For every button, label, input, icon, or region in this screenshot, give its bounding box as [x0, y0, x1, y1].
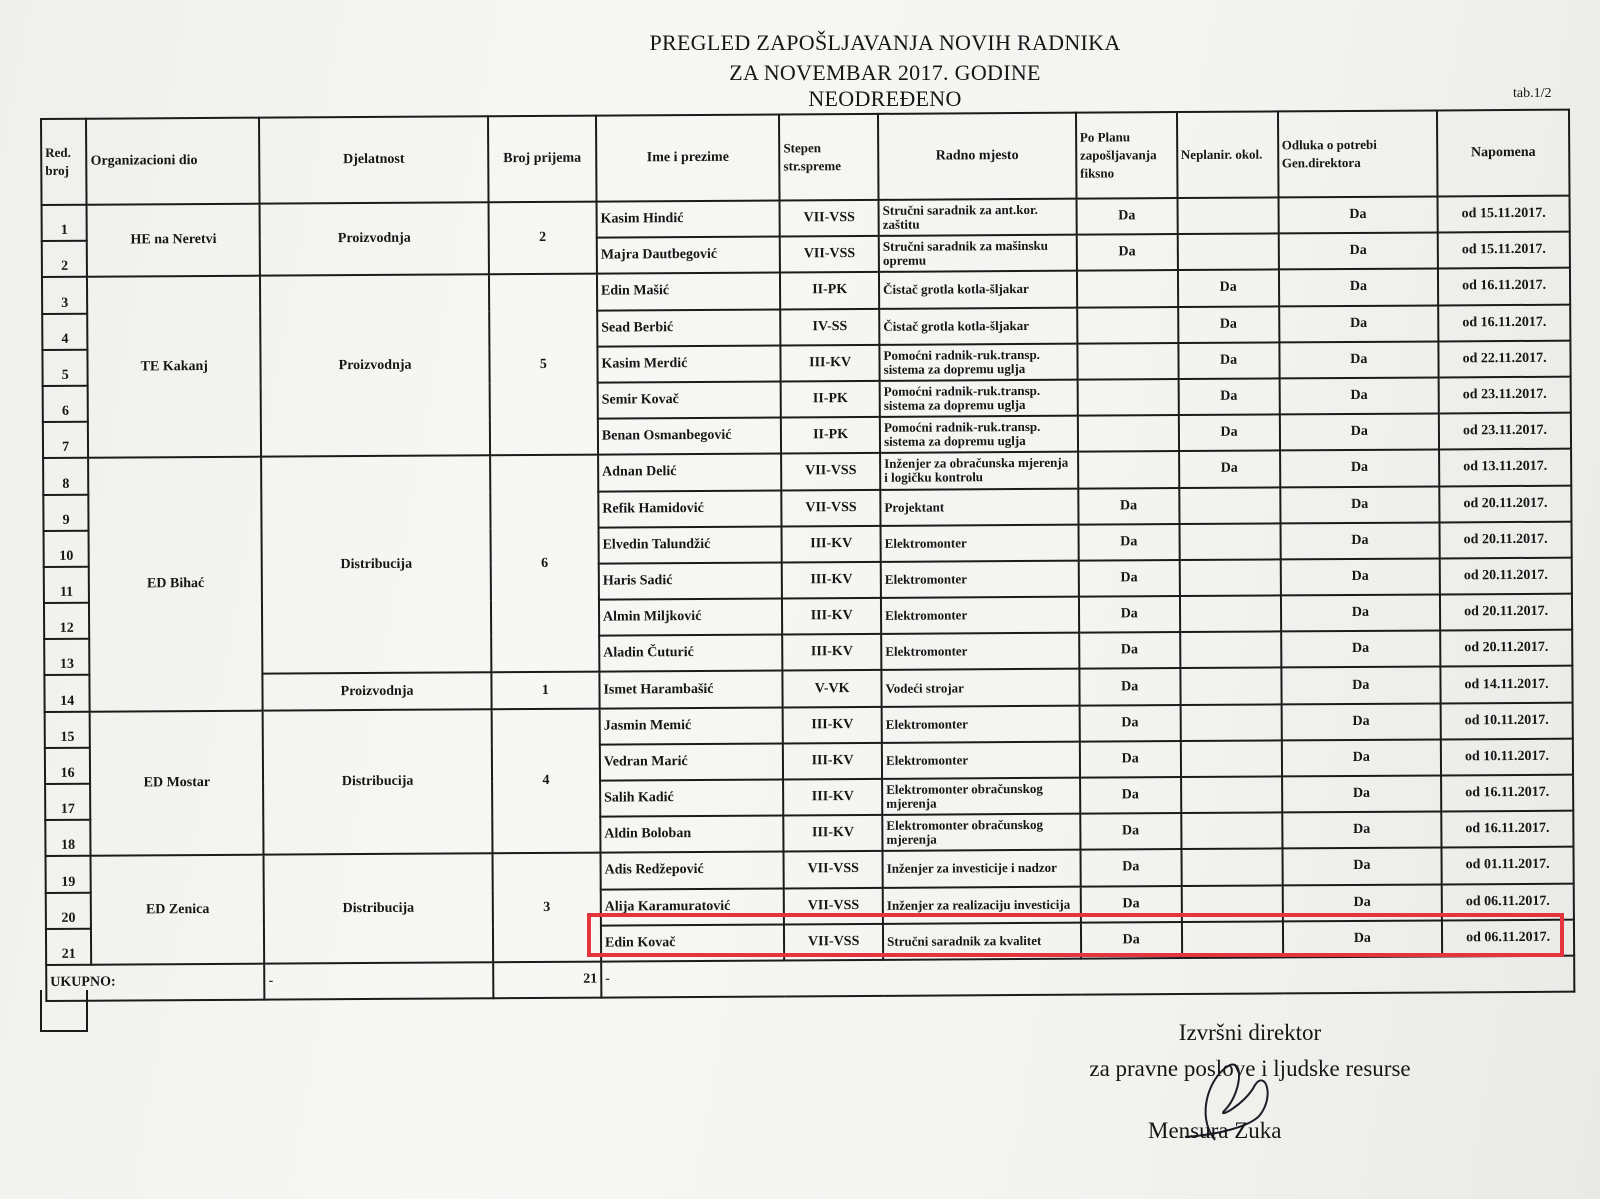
- director-decision: Da: [1278, 233, 1438, 270]
- table-reference: tab.1/2: [1513, 86, 1552, 101]
- planned-flag: Da: [1080, 777, 1181, 814]
- planned-flag: Da: [1080, 741, 1181, 778]
- director-decision: Da: [1282, 884, 1442, 921]
- job-position: Elektromonter: [881, 633, 1079, 670]
- qualification-level: III-KV: [783, 743, 882, 780]
- unplanned-flag: [1179, 487, 1280, 524]
- qualification-level: VII-VSS: [780, 236, 879, 273]
- unplanned-flag: [1182, 921, 1283, 958]
- planned-flag: [1078, 451, 1179, 488]
- planned-flag: Da: [1078, 524, 1179, 561]
- employee-name: Ismet Harambašić: [599, 671, 782, 708]
- employee-name: Vedran Marić: [600, 743, 783, 780]
- row-number: 10: [44, 530, 90, 566]
- job-position: Elektromonter: [882, 705, 1080, 742]
- total-value: 21: [493, 962, 601, 999]
- planned-flag: Da: [1080, 813, 1181, 850]
- broj-prijema-cell: 5: [489, 274, 598, 456]
- unplanned-flag: [1181, 813, 1282, 850]
- djelatnost-cell: Proizvodnja: [260, 275, 490, 457]
- employee-name: Aladin Čuturić: [599, 635, 782, 672]
- total-label: UKUPNO:: [46, 964, 264, 1001]
- job-position: Inženjer za investicije i nadzor: [883, 850, 1081, 887]
- row-number: 17: [45, 784, 91, 820]
- broj-prijema-cell: 1: [491, 672, 599, 709]
- unplanned-flag: Da: [1178, 306, 1279, 343]
- unplanned-flag: [1179, 559, 1280, 596]
- header-stepen: Stepen str.spreme: [779, 114, 878, 201]
- director-decision: Da: [1281, 703, 1441, 740]
- unplanned-flag: Da: [1178, 378, 1279, 415]
- broj-prijema-cell: 4: [491, 708, 600, 853]
- row-number: 13: [44, 639, 90, 675]
- employee-name: Jasmin Memić: [600, 707, 783, 744]
- qualification-level: III-KV: [782, 634, 881, 671]
- job-position: Pomoćni radnik-ruk.transp. sistema za dopremu uglja: [879, 343, 1077, 380]
- title-line-3: NEODREĐENO: [808, 86, 962, 111]
- director-decision: Da: [1279, 377, 1439, 414]
- job-position: Elektromonter obračunskog mjerenja: [882, 778, 1080, 815]
- qualification-level: II-PK: [781, 381, 880, 418]
- employee-name: Almin Miljković: [599, 599, 782, 636]
- row-number: 15: [45, 711, 91, 747]
- director-decision: Da: [1281, 739, 1441, 776]
- job-position: Pomoćni radnik-ruk.transp. sistema za dopremu uglja: [880, 380, 1078, 417]
- planned-flag: Da: [1078, 560, 1179, 597]
- unplanned-flag: [1177, 197, 1278, 234]
- table-header-row: [41, 110, 1569, 205]
- job-position: Inženjer za realizaciju investicija: [883, 886, 1081, 923]
- unplanned-flag: [1177, 234, 1278, 271]
- employee-name: Adis Redžepović: [600, 852, 783, 889]
- director-decision: Da: [1279, 341, 1439, 378]
- qualification-level: III-KV: [781, 345, 880, 382]
- planned-flag: Da: [1076, 198, 1177, 235]
- qualification-level: VII-VSS: [784, 887, 883, 924]
- planned-flag: Da: [1078, 488, 1179, 525]
- title-line-1: PREGLED ZAPOŠLJAVANJA NOVIH RADNIKA: [649, 30, 1121, 55]
- unplanned-flag: Da: [1178, 415, 1279, 452]
- row-number: 19: [46, 856, 92, 892]
- qualification-level: VII-VSS: [784, 924, 883, 961]
- qualification-level: V-VK: [783, 670, 882, 707]
- job-position: Elektromonter: [881, 597, 1079, 634]
- director-decision: Da: [1280, 486, 1440, 523]
- qualification-level: III-KV: [782, 562, 881, 599]
- qualification-level: VII-VSS: [781, 453, 880, 490]
- note-date: od 15.11.2017.: [1438, 196, 1570, 233]
- note-date: od 06.11.2017.: [1442, 883, 1574, 920]
- row-number: 9: [43, 494, 89, 530]
- note-date: od 20.11.2017.: [1440, 521, 1572, 558]
- planned-flag: Da: [1079, 632, 1180, 669]
- director-decision: Da: [1281, 631, 1441, 668]
- planned-flag: Da: [1080, 849, 1181, 886]
- note-date: od 01.11.2017.: [1442, 847, 1574, 884]
- planned-flag: [1078, 415, 1179, 452]
- note-date: od 20.11.2017.: [1440, 630, 1572, 667]
- director-decision: Da: [1278, 196, 1438, 233]
- unplanned-flag: [1181, 776, 1282, 813]
- header-odluka: Odluka o potrebi Gen.direktora: [1278, 110, 1438, 197]
- note-date: od 14.11.2017.: [1441, 666, 1573, 703]
- header-radno-mjesto: Radno mjesto: [878, 113, 1076, 200]
- row-number: 20: [46, 892, 92, 928]
- qualification-level: III-KV: [782, 526, 881, 563]
- note-date: od 10.11.2017.: [1441, 702, 1573, 739]
- job-position: Čistač grotla kotla-šljakar: [879, 271, 1077, 308]
- unplanned-flag: [1179, 523, 1280, 560]
- unplanned-flag: Da: [1179, 451, 1280, 488]
- job-position: Vodeći strojar: [881, 669, 1079, 706]
- row-number: 16: [45, 748, 91, 784]
- note-date: od 13.11.2017.: [1439, 449, 1571, 486]
- planned-flag: Da: [1079, 668, 1180, 705]
- broj-prijema-cell: 3: [492, 853, 601, 962]
- note-date: od 16.11.2017.: [1438, 268, 1570, 305]
- employee-name: Refik Hamidović: [598, 490, 781, 527]
- director-decision: Da: [1281, 667, 1441, 704]
- djelatnost-cell: Proizvodnja: [260, 202, 489, 276]
- qualification-level: VII-VSS: [782, 489, 881, 526]
- employee-name: Kasim Merdić: [597, 345, 780, 382]
- planned-flag: [1077, 270, 1178, 307]
- title-line-2: ZA NOVEMBAR 2017. GODINE: [729, 60, 1041, 85]
- signature-title: Izvršni direktor: [1178, 1020, 1322, 1045]
- header-neplanir: Neplanir. okol.: [1177, 111, 1278, 198]
- employee-name: Salih Kadić: [600, 779, 783, 816]
- qualification-level: II-PK: [781, 417, 880, 454]
- planned-flag: Da: [1076, 234, 1177, 271]
- qualification-level: II-PK: [780, 272, 879, 309]
- director-decision: Da: [1280, 595, 1440, 632]
- note-date: od 23.11.2017.: [1439, 377, 1571, 414]
- row-number: 8: [43, 458, 89, 494]
- djelatnost-cell: Proizvodnja: [263, 673, 492, 711]
- employee-name: Majra Dautbegović: [597, 237, 780, 274]
- row-number: 2: [42, 241, 88, 277]
- header-org: Organizacioni dio: [86, 118, 259, 205]
- job-position: Elektromonter obračunskog mjerenja: [882, 814, 1080, 851]
- table-body: [42, 196, 1575, 965]
- qualification-level: III-KV: [783, 815, 882, 852]
- employee-name: Adnan Delić: [598, 454, 781, 491]
- planned-flag: [1077, 379, 1178, 416]
- director-decision: Da: [1282, 812, 1442, 849]
- org-unit-cell: ED Bihać: [88, 457, 263, 711]
- employee-name: Alija Karamuratović: [601, 888, 784, 925]
- djelatnost-cell: Distribucija: [264, 854, 493, 964]
- note-date: od 15.11.2017.: [1438, 232, 1570, 269]
- unplanned-flag: [1180, 668, 1281, 705]
- employee-name: Aldin Boloban: [600, 816, 783, 853]
- unplanned-flag: [1180, 704, 1281, 741]
- note-date: od 06.11.2017.: [1442, 919, 1574, 956]
- director-decision: Da: [1282, 920, 1442, 957]
- note-date: od 10.11.2017.: [1441, 738, 1573, 775]
- total-remaining: -: [601, 956, 1574, 998]
- planned-flag: [1077, 343, 1178, 380]
- row-number: 6: [43, 386, 89, 422]
- employee-name: Sead Berbić: [597, 309, 780, 346]
- total-dash: -: [264, 962, 493, 999]
- row-number: 4: [42, 313, 88, 349]
- qualification-level: VII-VSS: [784, 851, 883, 888]
- row-number: 7: [43, 422, 89, 458]
- org-unit-cell: TE Kakanj: [87, 276, 261, 458]
- broj-prijema-cell: 2: [488, 202, 597, 275]
- note-date: od 16.11.2017.: [1441, 775, 1573, 812]
- header-red-broj: Red. broj: [41, 119, 87, 205]
- note-date: od 23.11.2017.: [1439, 413, 1571, 450]
- director-decision: Da: [1282, 848, 1442, 885]
- qualification-level: VII-VSS: [780, 200, 879, 237]
- org-unit-cell: HE na Neretvi: [87, 204, 260, 277]
- director-decision: Da: [1280, 450, 1440, 487]
- header-napomena: Napomena: [1437, 110, 1569, 197]
- employee-name: Edin Kovač: [601, 924, 784, 961]
- row-number: 21: [46, 928, 92, 964]
- signature-department: za pravne poslove i ljudske resurse: [1089, 1056, 1411, 1081]
- document-title: [560, 28, 1210, 110]
- qualification-level: III-KV: [783, 779, 882, 816]
- director-decision: Da: [1279, 305, 1439, 342]
- employee-name: Elvedin Talundžić: [598, 526, 781, 563]
- row-number: 12: [44, 603, 90, 639]
- org-unit-cell: ED Mostar: [90, 710, 264, 856]
- row-number: 11: [44, 567, 90, 603]
- qualification-level: III-KV: [783, 706, 882, 743]
- qualification-level: III-KV: [782, 598, 881, 635]
- director-decision: Da: [1278, 269, 1438, 306]
- employee-name: Semir Kovač: [598, 381, 781, 418]
- planned-flag: Da: [1080, 886, 1181, 923]
- row-number: 3: [42, 277, 88, 313]
- unplanned-flag: [1180, 632, 1281, 669]
- row-number: 18: [45, 820, 91, 856]
- planned-flag: [1077, 307, 1178, 344]
- employee-name: Benan Osmanbegović: [598, 418, 781, 455]
- planned-flag: Da: [1081, 922, 1182, 959]
- header-broj-prijema: Broj prijema: [488, 116, 597, 203]
- director-decision: Da: [1282, 775, 1442, 812]
- unplanned-flag: Da: [1178, 270, 1279, 307]
- signature-name: Mensura Zuka: [1148, 1118, 1282, 1143]
- employment-table: [40, 109, 1575, 1002]
- job-position: Inženjer za obračunska mjerenja i logičku kontrolu: [880, 452, 1078, 489]
- empty-cell-below-table: [40, 990, 88, 1032]
- note-date: od 22.11.2017.: [1439, 340, 1571, 377]
- djelatnost-cell: Distribucija: [263, 709, 492, 855]
- unplanned-flag: Da: [1178, 342, 1279, 379]
- planned-flag: Da: [1079, 705, 1180, 742]
- job-position: Stručni saradnik za kvalitet: [883, 922, 1081, 959]
- director-decision: Da: [1279, 414, 1439, 451]
- broj-prijema-cell: 6: [490, 455, 599, 673]
- employment-table-wrapper: [40, 109, 1575, 1002]
- unplanned-flag: [1180, 595, 1281, 632]
- director-decision: Da: [1280, 522, 1440, 559]
- header-djelatnost: Djelatnost: [259, 116, 488, 203]
- row-number: 5: [42, 349, 88, 385]
- unplanned-flag: [1180, 740, 1281, 777]
- djelatnost-cell: Distribucija: [261, 456, 491, 675]
- note-date: od 16.11.2017.: [1438, 304, 1570, 341]
- job-position: Projektant: [880, 488, 1078, 525]
- employee-name: Kasim Hindić: [596, 200, 779, 237]
- note-date: od 16.11.2017.: [1441, 811, 1573, 848]
- job-position: Čistač grotla kotla-šljakar: [879, 307, 1077, 344]
- unplanned-flag: [1181, 885, 1282, 922]
- row-number: 1: [42, 205, 88, 241]
- note-date: od 20.11.2017.: [1440, 558, 1572, 595]
- header-po-planu: Po Planu zapošljavanja fiksno: [1076, 112, 1177, 199]
- note-date: od 20.11.2017.: [1439, 485, 1571, 522]
- unplanned-flag: [1181, 849, 1282, 886]
- job-position: Stručni saradnik za ant.kor. zaštitu: [879, 199, 1077, 236]
- director-decision: Da: [1280, 558, 1440, 595]
- job-position: Elektromonter: [882, 741, 1080, 778]
- row-number: 14: [44, 675, 90, 711]
- org-unit-cell: ED Zenica: [91, 855, 265, 965]
- job-position: Elektromonter: [881, 524, 1079, 561]
- note-date: od 20.11.2017.: [1440, 594, 1572, 631]
- job-position: Elektromonter: [881, 561, 1079, 598]
- qualification-level: IV-SS: [780, 308, 879, 345]
- job-position: Pomoćni radnik-ruk.transp. sistema za dopremu uglja: [880, 416, 1078, 453]
- header-ime: Ime i prezime: [596, 114, 780, 201]
- employee-name: Haris Sadić: [599, 562, 782, 599]
- planned-flag: Da: [1079, 596, 1180, 633]
- job-position: Stručni saradnik za mašinsku opremu: [879, 235, 1077, 272]
- employee-name: Edin Mašić: [597, 273, 780, 310]
